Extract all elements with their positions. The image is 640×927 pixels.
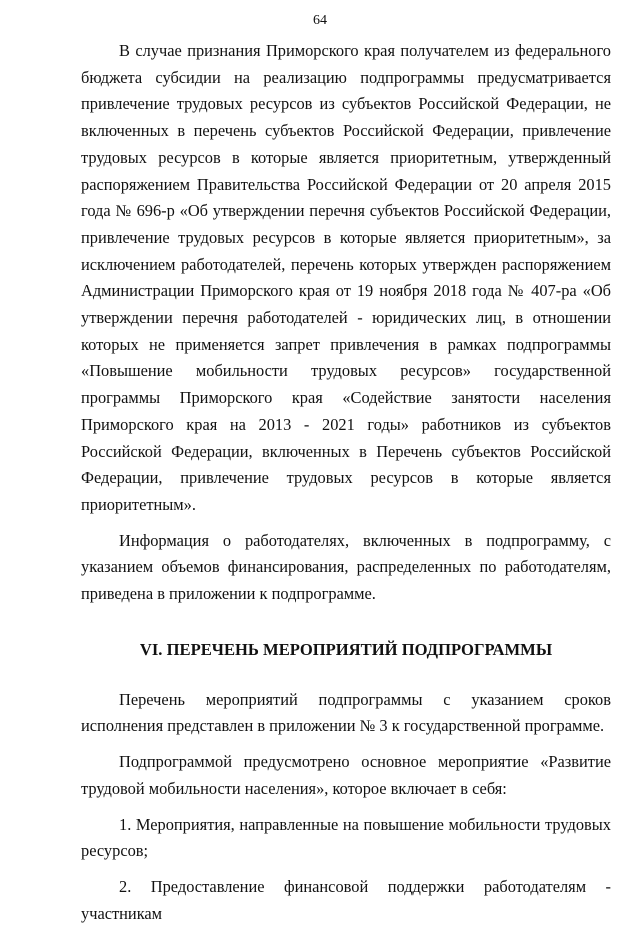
paragraph-gap <box>81 519 611 528</box>
paragraph-gap <box>81 740 611 749</box>
paragraph-gap <box>81 803 611 812</box>
paragraph: В случае признания Приморского края получателем из федерального бюджета субсидии на реализацию подпрограммы предусматривается привлечение трудовых ресурсов из субъектов Российской Федерации, не включенных в перечень субъектов Российской Федерации, привлечение трудовых ресурсов в которые является приоритетным, утвержденный распоряжением Правительства Российской Федерации от 20 апреля 2015 года № 696-р «Об утверждении перечня субъектов Российской Федерации, привлечение трудовых ресурсов в которые является приоритетным», за исключением работодателей, перечень которых утвержден распоряжением Администрации Приморского края от 19 ноября 2018 года № 407-ра «Об утверждении перечня работодателей - юридических лиц, в отношении которых не применяется запрет привлечения в рамках подпрограммы «Повышение мобильности трудовых ресурсов» государственной программы Приморского края «Содействие занятости населения Приморского края на 2013 - 2021 годы» работников из субъектов Российской Федерации, включенных в Перечень субъектов Российской Федерации, привлечение трудовых ресурсов в которые является приоритетным». <box>81 41 611 514</box>
page-number: 64 <box>313 13 327 28</box>
section-heading: VI. ПЕРЕЧЕНЬ МЕРОПРИЯТИЙ ПОДПРОГРАММЫ <box>139 639 553 659</box>
list-item: 2. Предоставление финансовой поддержки работодателям - участникам <box>81 876 611 923</box>
paragraph: Информация о работодателях, включенных в подпрограмму, с указанием объемов финансирования, распределенных по работодателям, приведена в приложении к подпрограмме. <box>81 530 611 604</box>
paragraph: Подпрограммой предусмотрено основное мероприятие «Развитие трудовой мобильности населения», которое включает в себя: <box>81 752 611 798</box>
list-item: 1. Мероприятия, направленные на повышение мобильности трудовых ресурсов; <box>81 814 611 861</box>
document-body <box>81 38 611 927</box>
paragraph-gap <box>81 865 611 874</box>
paragraph: Перечень мероприятий подпрограммы с указанием сроков исполнения представлен в приложении № 3 к государственной программе. <box>81 689 611 736</box>
